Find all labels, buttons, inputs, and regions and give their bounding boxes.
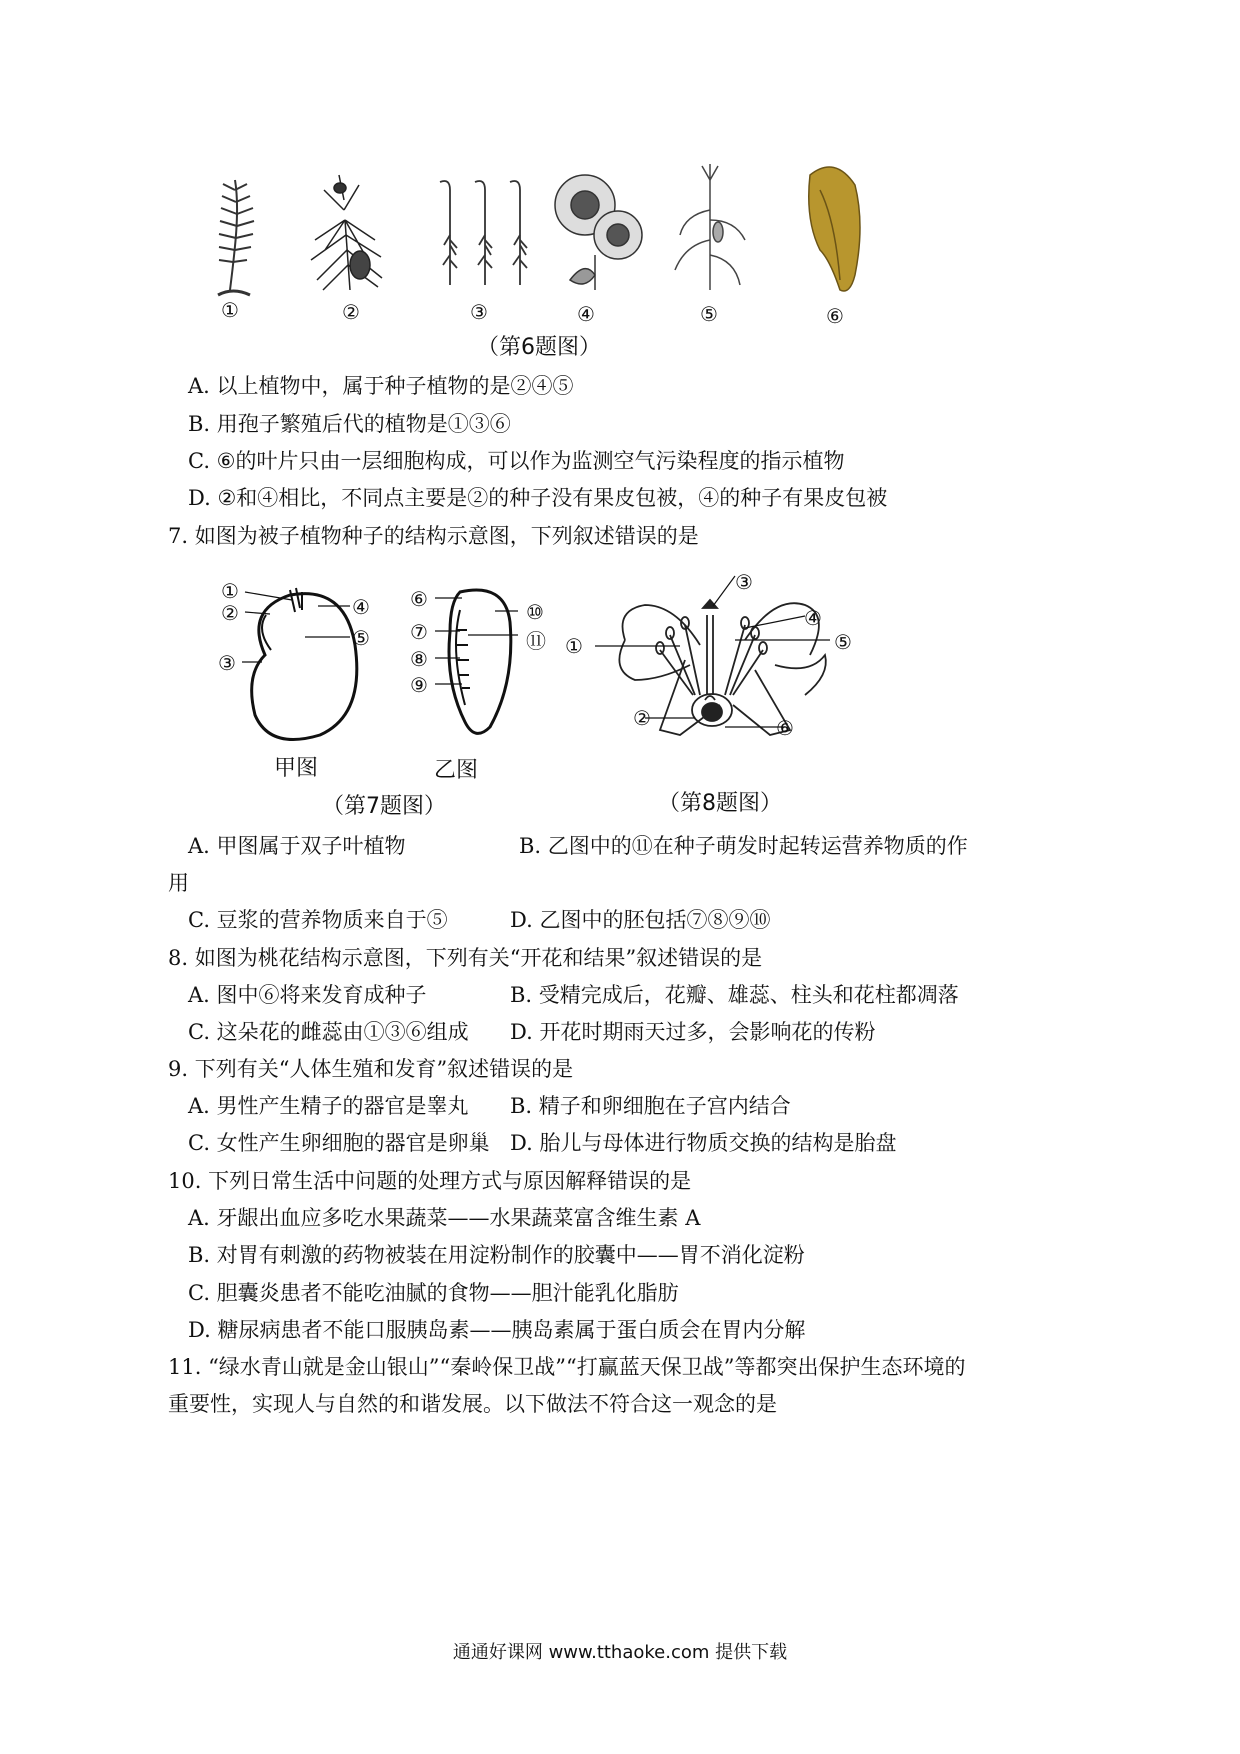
yi-label-10: ⑩ [526,600,544,624]
q10-option-d: D. 糖尿病患者不能口服胰岛素——胰岛素属于蛋白质会在胃内分解 [188,1318,806,1342]
yi-label-7: ⑦ [410,620,428,644]
q8-stem: 8. 如图为桃花结构示意图，下列有关“开花和结果”叙述错误的是 [168,946,763,970]
yi-caption: 乙图 [434,758,479,783]
q9-option-d: D. 胎儿与母体进行物质交换的结构是胎盘 [510,1131,897,1155]
yi-label-6: ⑥ [410,587,428,611]
yi-label-11: ⑪ [526,629,546,653]
sunflower-illustration [555,175,642,290]
q6-option-c: C. ⑥的叶片只由一层细胞构成，可以作为监测空气污染程度的指示植物 [188,449,845,473]
seaweed-illustration [809,167,860,291]
yi-label-9: ⑨ [410,673,428,697]
q7-stem: 7. 如图为被子植物种子的结构示意图，下列叙述错误的是 [168,524,699,548]
q8-figure-caption: （第8题图） [658,791,782,816]
fern-illustration [218,180,254,295]
flower-label-2: ② [633,706,651,730]
q7-figure-caption: （第7题图） [322,794,446,819]
q11-stem-line2: 重要性，实现人与自然的和谐发展。以下做法不符合这一观念的是 [168,1392,777,1416]
q6-option-b: B. 用孢子繁殖后代的植物是①③⑥ [188,412,511,436]
q8-option-b: B. 受精完成后，花瓣、雄蕊、柱头和花柱都凋落 [510,983,959,1007]
jia-label-5: ⑤ [352,626,370,650]
q9-option-a: A. 男性产生精子的器官是睾丸 [188,1094,469,1118]
q7-option-d: D. 乙图中的胚包括⑦⑧⑨⑩ [510,908,771,932]
flower-label-5: ⑤ [834,630,852,654]
plant-label-3: ③ [470,300,488,324]
jia-label-3: ③ [218,651,236,675]
flower-label-4: ④ [804,606,822,630]
q10-stem: 10. 下列日常生活中问题的处理方式与原因解释错误的是 [168,1169,692,1193]
q10-option-c: C. 胆囊炎患者不能吃油腻的食物——胆汁能乳化脂肪 [188,1281,679,1305]
q7-option-b: B. 乙图中的⑪在种子萌发时起转运营养物质的作 [519,834,968,858]
flower-label-3: ③ [735,570,753,594]
q8-option-a: A. 图中⑥将来发育成种子 [188,983,427,1007]
q6-option-d: D. ②和④相比，不同点主要是②的种子没有果皮包被，④的种子有果皮包被 [188,486,888,510]
pine-illustration [311,175,382,290]
flower-label-6: ⑥ [776,716,794,740]
plant-label-5: ⑤ [700,302,718,326]
plant-label-2: ② [342,300,360,324]
q9-stem: 9. 下列有关“人体生殖和发育”叙述错误的是 [168,1057,574,1081]
yi-label-8: ⑧ [410,647,428,671]
q8-option-d: D. 开花时期雨天过多，会影响花的传粉 [510,1020,876,1044]
plant-label-1: ① [221,298,239,322]
peach-flower-illustration [585,570,875,750]
corn-illustration [675,164,745,290]
page-footer: 通通好课网 www.tthaoke.com 提供下载 [452,1642,788,1663]
q6-option-a: A. 以上植物中，属于种子植物的是②④⑤ [188,374,574,398]
jia-label-2: ② [221,601,239,625]
jia-label-1: ① [221,579,239,603]
plant-label-6: ⑥ [826,304,844,328]
q10-option-b: B. 对胃有刺激的药物被装在用淀粉制作的胶囊中——胃不消化淀粉 [188,1243,805,1267]
q6-figure-caption: （第6题图） [477,335,601,360]
q8-option-c: C. 这朵花的雌蕊由①③⑥组成 [188,1020,469,1044]
bean-seed-illustration [252,588,357,740]
jia-label-4: ④ [352,595,370,619]
q8-figure [585,570,875,750]
q7-option-b-continued: 用 [168,871,189,895]
q9-option-b: B. 精子和卵细胞在子宫内结合 [510,1094,791,1118]
q9-option-c: C. 女性产生卵细胞的器官是卵巢 [188,1131,490,1155]
q10-option-a: A. 牙龈出血应多吃水果蔬菜——水果蔬菜富含维生素 A [188,1206,701,1230]
jia-caption: 甲图 [274,756,319,781]
plant-label-4: ④ [577,302,595,326]
flower-label-1: ① [565,634,583,658]
q7-option-c: C. 豆浆的营养物质来自于⑤ [188,908,448,932]
moss-illustration [440,181,527,285]
q7-figure [210,570,570,750]
q11-stem-line1: 11. “绿水青山就是金山银山”“秦岭保卫战”“打赢蓝天保卫战”等都突出保护生态环境的 [168,1355,966,1379]
q7-option-a: A. 甲图属于双子叶植物 [188,834,406,858]
